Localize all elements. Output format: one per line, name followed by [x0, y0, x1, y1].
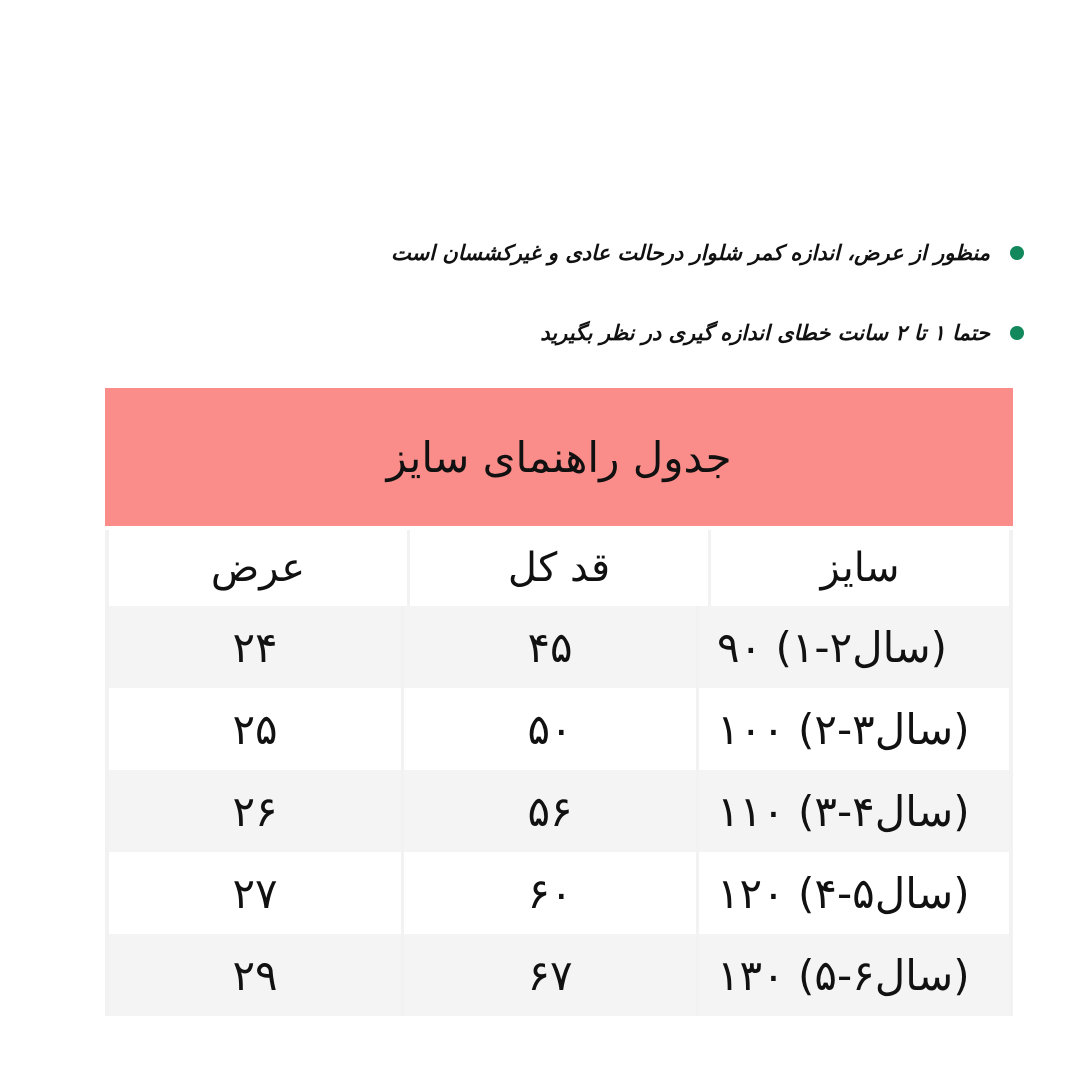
notes-list [391, 226, 1024, 386]
cell-length: ۶۰ [401, 852, 696, 934]
table-row [109, 852, 1009, 934]
note-item [391, 226, 1024, 280]
header-width: عرض [210, 545, 306, 591]
cell-size: ۱۲۰ (۴-۵سال) [696, 852, 1009, 934]
cell-size: ۱۳۰ (۵-۶سال) [696, 934, 1009, 1016]
cell-size: ۹۰ (۱-۲سال) [696, 606, 1009, 688]
cell-width: ۲۶ [232, 786, 278, 836]
table-row [109, 770, 1009, 852]
cell-length: ۵۰ [401, 688, 696, 770]
bullet-icon [1010, 246, 1024, 260]
cell-width: ۲۴ [232, 622, 278, 672]
cell-size: ۱۰۰ (۲-۳سال) [696, 688, 1009, 770]
cell-size: ۱۱۰ (۳-۴سال) [696, 770, 1009, 852]
table-title-bar [105, 388, 1013, 526]
table-row [109, 606, 1009, 688]
cell-length: ۶۷ [401, 934, 696, 1016]
table-grid [105, 530, 1013, 1016]
cell-length: ۴۵ [401, 606, 696, 688]
table-row [109, 934, 1009, 1016]
bullet-icon [1010, 326, 1024, 340]
note-item [404, 306, 1024, 360]
cell-width: ۲۵ [232, 704, 278, 754]
cell-width: ۲۷ [232, 868, 278, 918]
note-text: منظور از عرض، اندازه کمر شلوار درحالت عادی و غیرکشسان است [391, 241, 990, 265]
cell-length: ۵۶ [401, 770, 696, 852]
size-guide-table [105, 388, 1013, 1016]
table-header-row [109, 530, 1009, 606]
header-size: سایز [708, 530, 1009, 606]
header-length: قد کل [407, 530, 708, 606]
table-row [109, 688, 1009, 770]
cell-width: ۲۹ [232, 950, 278, 1000]
note-text: حتما ۱ تا ۲ سانت خطای اندازه گیری در نظر بگیرید [540, 321, 990, 345]
table-title: جدول راهنمای سایز [386, 432, 732, 482]
